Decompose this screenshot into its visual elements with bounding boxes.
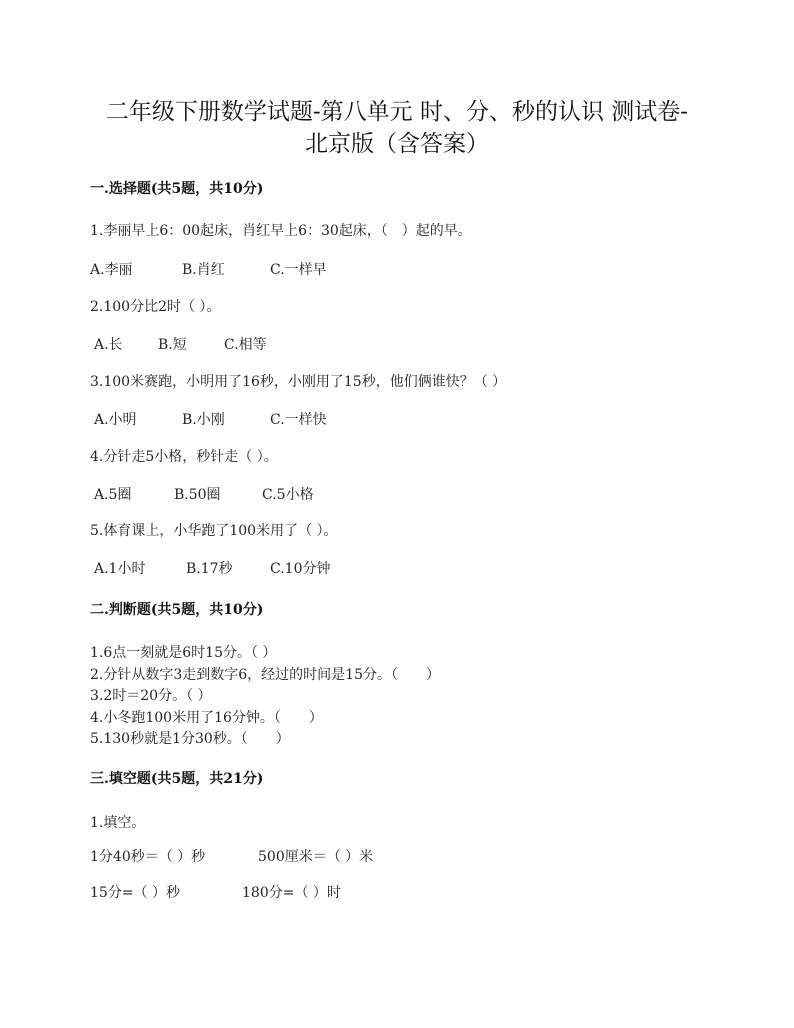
question-3-options	[90, 411, 490, 429]
judge-item-1: 1.6点一刻就是6时15分。（ ）	[90, 645, 277, 661]
fill-row-2	[90, 884, 490, 902]
question-3: 3.100米赛跑，小明用了16秒，小刚用了15秒，他们俩谁快？（ ）	[90, 374, 507, 390]
question-2-options	[90, 336, 490, 354]
option-a: A.1小时	[94, 561, 146, 577]
fill-blank: 500厘米＝（ ）米	[258, 849, 374, 865]
fill-question-1: 1.填空。	[90, 815, 146, 831]
judge-item-5: 5.130秒就是1分30秒。（ ）	[90, 731, 290, 747]
option-b: B.肖红	[182, 262, 225, 278]
section-heading-fill: 三.填空题(共5题，共21分)	[90, 771, 264, 787]
question-2: 2.100分比2时（ ）。	[90, 299, 221, 315]
judge-item-2: 2.分针从数字3走到数字6，经过的时间是15分。（ ）	[90, 667, 440, 683]
question-1-options	[90, 261, 490, 279]
option-b: B.短	[158, 337, 187, 353]
section-heading-judge: 二.判断题(共5题，共10分)	[90, 602, 264, 618]
question-4: 4.分针走5小格，秒针走（ ）。	[90, 449, 278, 465]
fill-blank: 15分=（ ）秒	[90, 885, 180, 901]
option-a: A.5圈	[94, 487, 132, 503]
option-c: C.5小格	[262, 487, 314, 503]
option-c: C.一样早	[270, 262, 327, 278]
question-4-options	[90, 486, 490, 504]
title-line-2: 北京版（含答案）	[305, 131, 489, 157]
question-1: 1.李丽早上6：00起床，肖红早上6：30起床，（ ）起的早。	[90, 223, 472, 239]
title-line-1: 二年级下册数学试题-第八单元 时、分、秒的认识 测试卷-	[105, 99, 689, 125]
fill-row-1	[90, 848, 490, 866]
question-5: 5.体育课上，小华跑了100米用了（ ）。	[90, 523, 338, 539]
option-c: C.一样快	[270, 412, 327, 428]
question-5-options	[90, 560, 490, 578]
judge-item-3: 3.2时＝20分。（ ）	[90, 688, 212, 704]
option-a: A.李丽	[90, 262, 133, 278]
option-a: A.小明	[94, 412, 137, 428]
option-c: C.相等	[224, 337, 267, 353]
option-a: A.长	[94, 337, 123, 353]
option-c: C.10分钟	[270, 561, 331, 577]
page-title	[60, 96, 734, 160]
judge-item-4: 4.小冬跑100米用了16分钟。（ ）	[90, 710, 323, 726]
section-heading-choice: 一.选择题(共5题，共10分)	[90, 181, 264, 197]
option-b: B.50圈	[174, 487, 221, 503]
option-b: B.17秒	[186, 561, 233, 577]
fill-blank: 1分40秒＝（ ）秒	[90, 849, 206, 865]
option-b: B.小刚	[182, 412, 225, 428]
fill-blank: 180分=（ ）时	[242, 885, 341, 901]
